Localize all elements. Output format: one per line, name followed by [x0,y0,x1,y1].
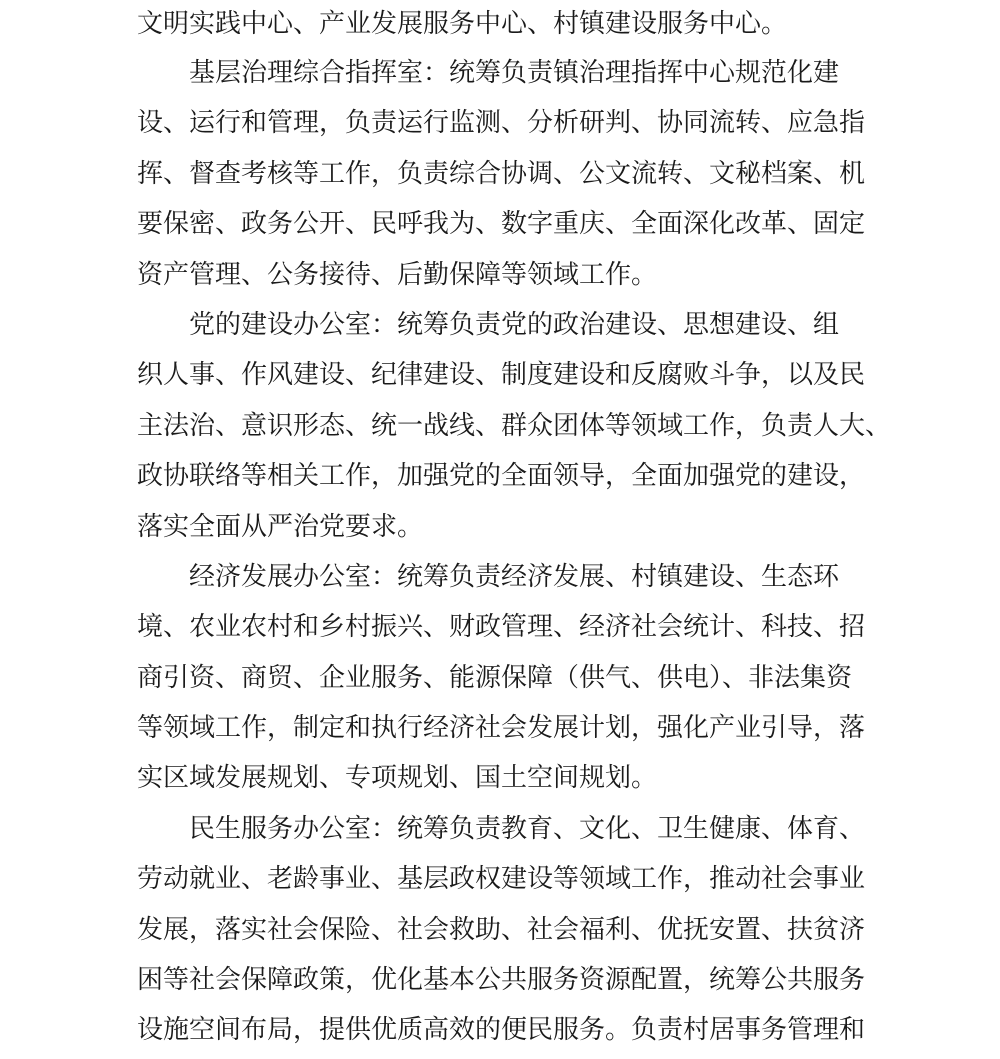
text-line: 设、运行和管理，负责运行监测、分析研判、协同流转、应急指 [137,108,866,139]
paragraph-start-line: 党的建设办公室：统筹负责党的政治建设、思想建设、组 [189,309,840,340]
paragraph-start-line: 基层治理综合指挥室：统筹负责镇治理指挥中心规范化建 [189,58,840,88]
text-line: 等领域工作，制定和执行经济社会发展计划，强化产业引导，落 [137,713,866,744]
text-line: 挥、督查考核等工作，负责综合协调、公文流转、文秘档案、机 [137,158,866,189]
text-line: 发展，落实社会保险、社会救助、社会福利、优抚安置、扶贫济 [137,914,866,945]
text-line: 实区域发展规划、专项规划、国土空间规划。 [137,763,658,794]
text-line: 织人事、作风建设、纪律建设、制度建设和反腐败斗争，以及民 [137,360,866,391]
text-line: 设施空间布局，提供优质高效的便民服务。负责村居事务管理和 [137,1015,866,1046]
paragraph-start-line: 民生服务办公室：统筹负责教育、文化、卫生健康、体育、 [189,813,866,844]
text-line: 主法治、意识形态、统一战线、群众团体等领域工作，负责人大、 [137,410,892,441]
text-line: 要保密、政务公开、民呼我为、数字重庆、全面深化改革、固定 [137,209,866,240]
text-line: 政协联络等相关工作，加强党的全面领导，全面加强党的建设， [137,461,866,492]
text-line: 劳动就业、老龄事业、基层政权建设等领域工作，推动社会事业 [137,864,866,895]
text-line: 资产管理、公务接待、后勤保障等领域工作。 [137,259,658,290]
text-line: 商引资、商贸、企业服务、能源保障（供气、供电）、非法集资 [137,662,853,693]
document-body [137,0,897,1056]
paragraph-start-line: 经济发展办公室：统筹负责经济发展、村镇建设、生态环 [189,561,840,592]
text-line: 落实全面从严治党要求。 [137,511,424,542]
text-line: 文明实践中心、产业发展服务中心、村镇建设服务中心。 [137,9,788,39]
text-line: 境、农业农村和乡村振兴、财政管理、经济社会统计、科技、招 [137,612,866,643]
text-line: 困等社会保障政策，优化基本公共服务资源配置，统筹公共服务 [137,965,866,996]
